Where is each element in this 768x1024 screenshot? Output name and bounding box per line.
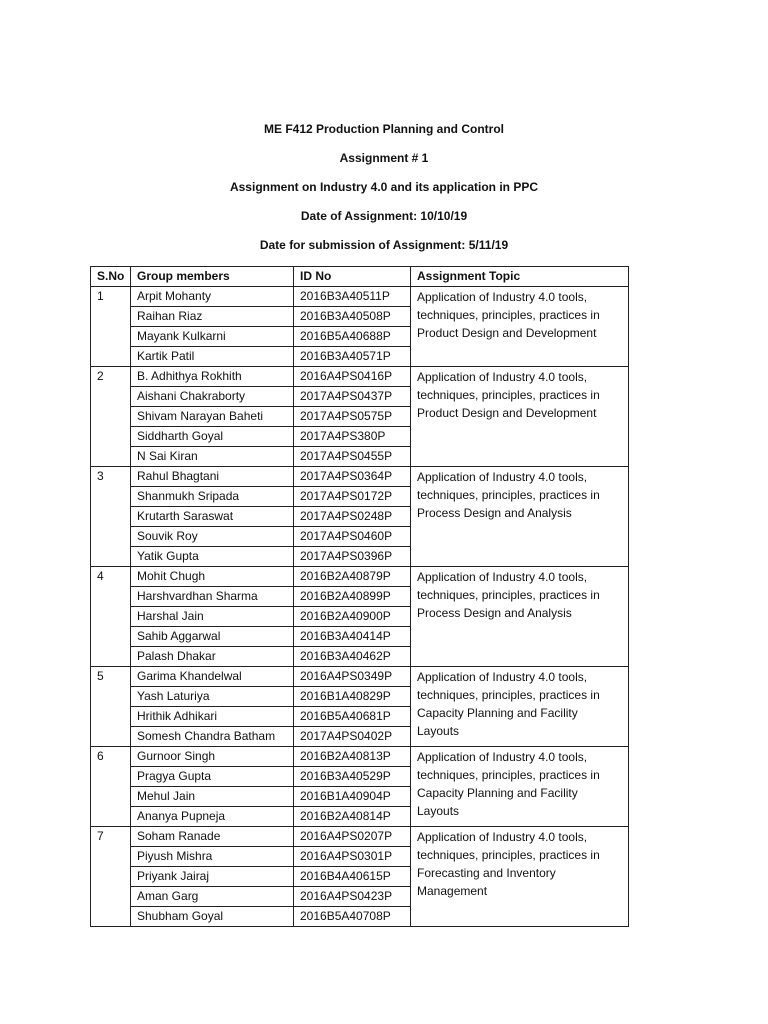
member-name-cell: Soham Ranade <box>131 827 294 847</box>
header-assignment-topic: Assignment Topic <box>411 267 629 287</box>
member-id-cell: 2016B2A40814P <box>294 807 411 827</box>
member-name-cell: Arpit Mohanty <box>131 287 294 307</box>
member-id-cell: 2017A4PS0364P <box>294 467 411 487</box>
table-row <box>91 567 629 587</box>
member-name-cell: Aishani Chakraborty <box>131 387 294 407</box>
member-id-cell: 2016B2A40900P <box>294 607 411 627</box>
header-group-members: Group members <box>131 267 294 287</box>
member-name-cell: Priyank Jairaj <box>131 867 294 887</box>
member-name-cell: Gurnoor Singh <box>131 747 294 767</box>
table-row <box>91 667 629 687</box>
assignment-number: Assignment # 1 <box>339 151 429 165</box>
member-id-cell: 2016A4PS0301P <box>294 847 411 867</box>
member-name-cell: Yatik Gupta <box>131 547 294 567</box>
assignment-topic-cell: Application of Industry 4.0 tools, techniques, principles, practices in Capacity Planning and Facility Layouts <box>411 667 629 747</box>
member-id-cell: 2017A4PS0455P <box>294 447 411 467</box>
group-sno-cell: 1 <box>91 287 131 367</box>
assignment-topic-cell: Application of Industry 4.0 tools, techniques, principles, practices in Forecasting and Inventory Management <box>411 827 629 927</box>
assignment-topic-cell: Application of Industry 4.0 tools, techniques, principles, practices in Product Design and Development <box>411 287 629 367</box>
member-id-cell: 2016B5A40681P <box>294 707 411 727</box>
member-name-cell: Rahul Bhagtani <box>131 467 294 487</box>
member-name-cell: N Sai Kiran <box>131 447 294 467</box>
member-id-cell: 2017A4PS0172P <box>294 487 411 507</box>
member-id-cell: 2017A4PS0575P <box>294 407 411 427</box>
member-name-cell: Piyush Mishra <box>131 847 294 867</box>
member-id-cell: 2016A4PS0423P <box>294 887 411 907</box>
submission-date: Date for submission of Assignment: 5/11/19 <box>259 238 509 252</box>
member-id-cell: 2016B3A40462P <box>294 647 411 667</box>
member-name-cell: Hrithik Adhikari <box>131 707 294 727</box>
member-id-cell: 2016B3A40511P <box>294 287 411 307</box>
member-name-cell: Siddharth Goyal <box>131 427 294 447</box>
member-id-cell: 2017A4PS0396P <box>294 547 411 567</box>
member-name-cell: Shanmukh Sripada <box>131 487 294 507</box>
assignment-topic-cell: Application of Industry 4.0 tools, techniques, principles, practices in Process Design and Analysis <box>411 567 629 667</box>
member-name-cell: Kartik Patil <box>131 347 294 367</box>
date-of-assignment: Date of Assignment: 10/10/19 <box>300 209 468 223</box>
table-header-row <box>91 267 629 287</box>
group-sno-cell: 3 <box>91 467 131 567</box>
member-id-cell: 2016B3A40508P <box>294 307 411 327</box>
member-name-cell: Garima Khandelwal <box>131 667 294 687</box>
member-id-cell: 2016B2A40813P <box>294 747 411 767</box>
member-id-cell: 2016B1A40904P <box>294 787 411 807</box>
table-row <box>91 747 629 767</box>
assignment-topic-cell: Application of Industry 4.0 tools, techniques, principles, practices in Capacity Planning and Facility Layouts <box>411 747 629 827</box>
header-sno: S.No <box>91 267 131 287</box>
member-id-cell: 2016A4PS0416P <box>294 367 411 387</box>
member-id-cell: 2016B3A40529P <box>294 767 411 787</box>
group-sno-cell: 4 <box>91 567 131 667</box>
member-id-cell: 2016B4A40615P <box>294 867 411 887</box>
member-id-cell: 2016B5A40688P <box>294 327 411 347</box>
document-header <box>0 122 768 267</box>
member-id-cell: 2016B3A40414P <box>294 627 411 647</box>
member-name-cell: Souvik Roy <box>131 527 294 547</box>
member-id-cell: 2016B1A40829P <box>294 687 411 707</box>
member-id-cell: 2017A4PS0402P <box>294 727 411 747</box>
assignment-topic-cell: Application of Industry 4.0 tools, techniques, principles, practices in Process Design and Analysis <box>411 467 629 567</box>
member-name-cell: Ananya Pupneja <box>131 807 294 827</box>
table-row <box>91 367 629 387</box>
member-name-cell: Mayank Kulkarni <box>131 327 294 347</box>
group-sno-cell: 2 <box>91 367 131 467</box>
member-id-cell: 2016A4PS0349P <box>294 667 411 687</box>
member-name-cell: B. Adhithya Rokhith <box>131 367 294 387</box>
member-name-cell: Raihan Riaz <box>131 307 294 327</box>
member-id-cell: 2017A4PS380P <box>294 427 411 447</box>
header-id-no: ID No <box>294 267 411 287</box>
member-id-cell: 2017A4PS0248P <box>294 507 411 527</box>
member-id-cell: 2017A4PS0460P <box>294 527 411 547</box>
table-row <box>91 827 629 847</box>
member-name-cell: Harshal Jain <box>131 607 294 627</box>
member-name-cell: Pragya Gupta <box>131 767 294 787</box>
group-sno-cell: 6 <box>91 747 131 827</box>
member-name-cell: Harshvardhan Sharma <box>131 587 294 607</box>
member-name-cell: Yash Laturiya <box>131 687 294 707</box>
assignment-topic-cell: Application of Industry 4.0 tools, techniques, principles, practices in Product Design and Development <box>411 367 629 467</box>
member-name-cell: Somesh Chandra Batham <box>131 727 294 747</box>
member-id-cell: 2016B5A40708P <box>294 907 411 927</box>
member-id-cell: 2016B2A40879P <box>294 567 411 587</box>
member-name-cell: Krutarth Saraswat <box>131 507 294 527</box>
group-sno-cell: 7 <box>91 827 131 927</box>
member-id-cell: 2017A4PS0437P <box>294 387 411 407</box>
course-title: ME F412 Production Planning and Control <box>263 122 504 136</box>
group-roster-table <box>90 266 629 927</box>
member-name-cell: Aman Garg <box>131 887 294 907</box>
member-name-cell: Palash Dhakar <box>131 647 294 667</box>
member-name-cell: Mehul Jain <box>131 787 294 807</box>
member-name-cell: Shivam Narayan Baheti <box>131 407 294 427</box>
member-name-cell: Sahib Aggarwal <box>131 627 294 647</box>
table-body <box>91 287 629 927</box>
member-id-cell: 2016A4PS0207P <box>294 827 411 847</box>
member-id-cell: 2016B2A40899P <box>294 587 411 607</box>
table-row <box>91 467 629 487</box>
group-sno-cell: 5 <box>91 667 131 747</box>
member-name-cell: Mohit Chugh <box>131 567 294 587</box>
member-name-cell: Shubham Goyal <box>131 907 294 927</box>
member-id-cell: 2016B3A40571P <box>294 347 411 367</box>
table-row <box>91 287 629 307</box>
assignment-subject: Assignment on Industry 4.0 and its application in PPC <box>229 180 539 194</box>
